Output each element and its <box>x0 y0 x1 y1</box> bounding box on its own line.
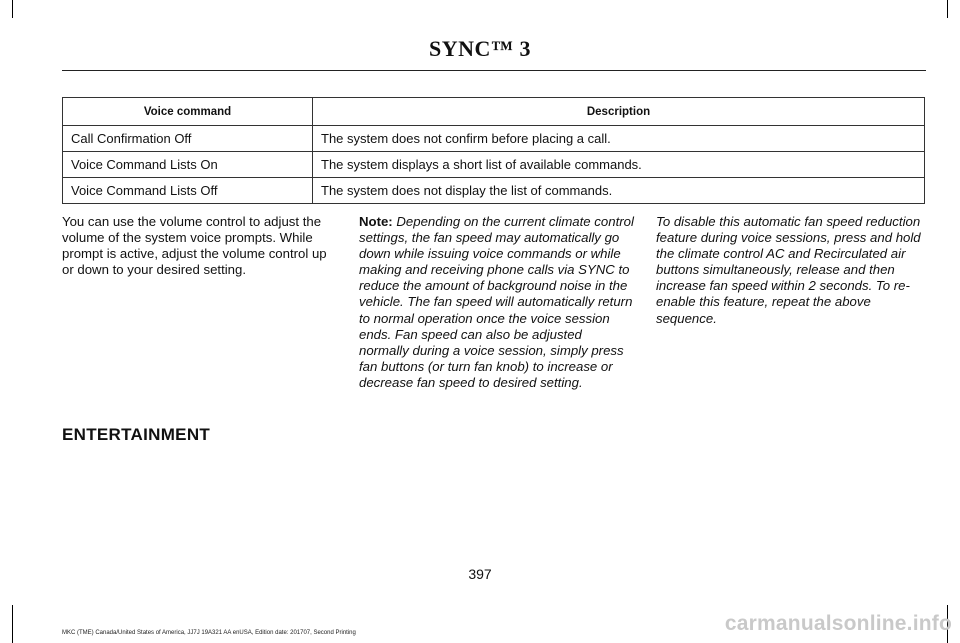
table-cell-command: Voice Command Lists Off <box>63 178 313 204</box>
body-text-fan-speed: To disable this automatic fan speed reduction feature during voice sessions, press and hold the climate control AC and Recirculated air buttons simultaneously, release and then increase fan speed within 2 seconds. To re-enable this feature, repeat the above sequence. <box>656 214 921 326</box>
table-cell-description: The system does not confirm before placing a call. <box>313 126 925 152</box>
note-text: Depending on the current climate control settings, the fan speed may automatically go down while issuing voice commands or while making and receiving phone calls via SYNC to reduce the amount of background noise in the vehicle. The fan speed will automatically return to normal operation once the voice session ends. Fan speed can also be adjusted normally during a voice session, simply press fan buttons (or turn fan knob) to increase or decrease fan speed to desired setting. <box>359 214 634 390</box>
crop-mark-top-right-v <box>947 0 948 18</box>
note-label: Note: <box>359 214 393 229</box>
table-cell-description: The system does not display the list of commands. <box>313 178 925 204</box>
table-cell-description: The system displays a short list of available commands. <box>313 152 925 178</box>
voice-command-table <box>62 97 925 204</box>
table-cell-command: Voice Command Lists On <box>63 152 313 178</box>
note-paragraph <box>359 214 634 391</box>
page-number: 397 <box>468 566 492 582</box>
table-row <box>63 126 925 152</box>
section-heading: ENTERTAINMENT <box>62 425 211 444</box>
table-row <box>63 178 925 204</box>
crop-mark-bottom-left-v <box>12 605 13 643</box>
page-header-title: SYNC™ 3 <box>429 36 531 61</box>
column-header-description: Description <box>313 98 925 126</box>
column-header-voice-command: Voice command <box>63 98 313 126</box>
watermark: carmanualsonline.info <box>724 612 952 635</box>
body-text-volume: You can use the volume control to adjust the volume of the system voice prompts. While prompt is active, adjust the volume control up or down to your desired setting. <box>62 214 327 278</box>
header-rule <box>62 70 926 71</box>
table-header-row <box>63 98 925 126</box>
table-cell-command: Call Confirmation Off <box>63 126 313 152</box>
table-row <box>63 152 925 178</box>
footer-edition-info: MKC (TME) Canada/United States of America, JJ7J 19A321 AA enUSA, Edition date: 201707, Second Printing <box>62 630 356 636</box>
crop-mark-top-left-v <box>12 0 13 18</box>
